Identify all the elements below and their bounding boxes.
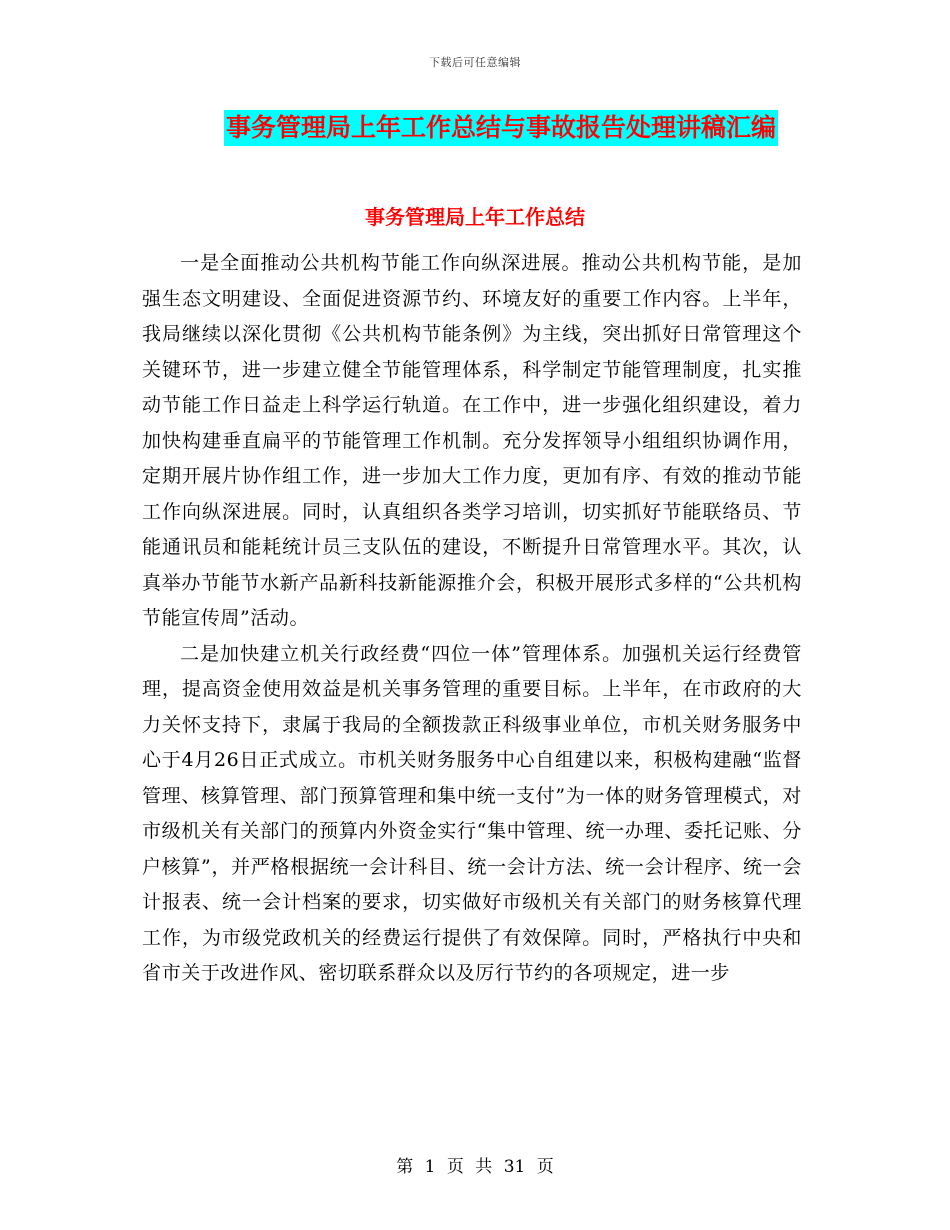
header-note: 下载后可任意编辑 <box>429 56 521 69</box>
main-title-container <box>0 110 950 146</box>
main-title: 事务管理局上年工作总结与事故报告处理讲稿汇编 <box>224 110 778 146</box>
paragraph-1: 一是全面推动公共机构节能工作向纵深进展。推动公共机构节能，是加强生态文明建设、全面促进资源节约、环境友好的重要工作内容。上半年，我局继续以深化贯彻《公共机构节能条例》为主线，突出抓好日常管理这个关键环节，进一步建立健全节能管理体系，科学制定节能管理制度，扎实推动节能工作日益走上科学运行轨道。在工作中，进一步强化组织建设，着力加快构建垂直扁平的节能管理工作机制。充分发挥领导小组组织协调作用，定期开展片协作组工作，进一步加大工作力度，更加有序、有效的推动节能工作向纵深进展。同时，认真组织各类学习培训，切实抓好节能联络员、节能通讯员和能耗统计员三支队伍的建设，不断提升日常管理水平。其次，认真举办节能节水新产品新科技新能源推介会，积极开展形式多样的“公共机构节能宣传周”活动。 <box>142 252 802 629</box>
page-footer: 第 1 页 共 31 页 <box>396 1157 554 1177</box>
body-text <box>142 246 802 992</box>
section-title: 事务管理局上年工作总结 <box>365 205 585 229</box>
paragraph-2: 二是加快建立机关行政经费“四位一体”管理体系。加强机关运行经费管理，提高资金使用效益是机关事务管理的重要目标。上半年，在市政府的大力关怀支持下，隶属于我局的全额拨款正科级事业单位，市机关财务服务中心于4月26日正式成立。市机关财务服务中心自组建以来，积极构建融“监督管理、核算管理、部门预算管理和集中统一支付”为一体的财务管理模式，对市级机关有关部门的预算内外资金实行“集中管理、统一办理、委托记账、分户核算”，并严格根据统一会计科目、统一会计方法、统一会计程序、统一会计报表、统一会计档案的要求，切实做好市级机关有关部门的财务核算代理工作，为市级党政机关的经费运行提供了有效保障。同时，严格执行中央和省市关于改进作风、密切联系群众以及厉行节约的各项规定，进一步 <box>142 642 802 984</box>
